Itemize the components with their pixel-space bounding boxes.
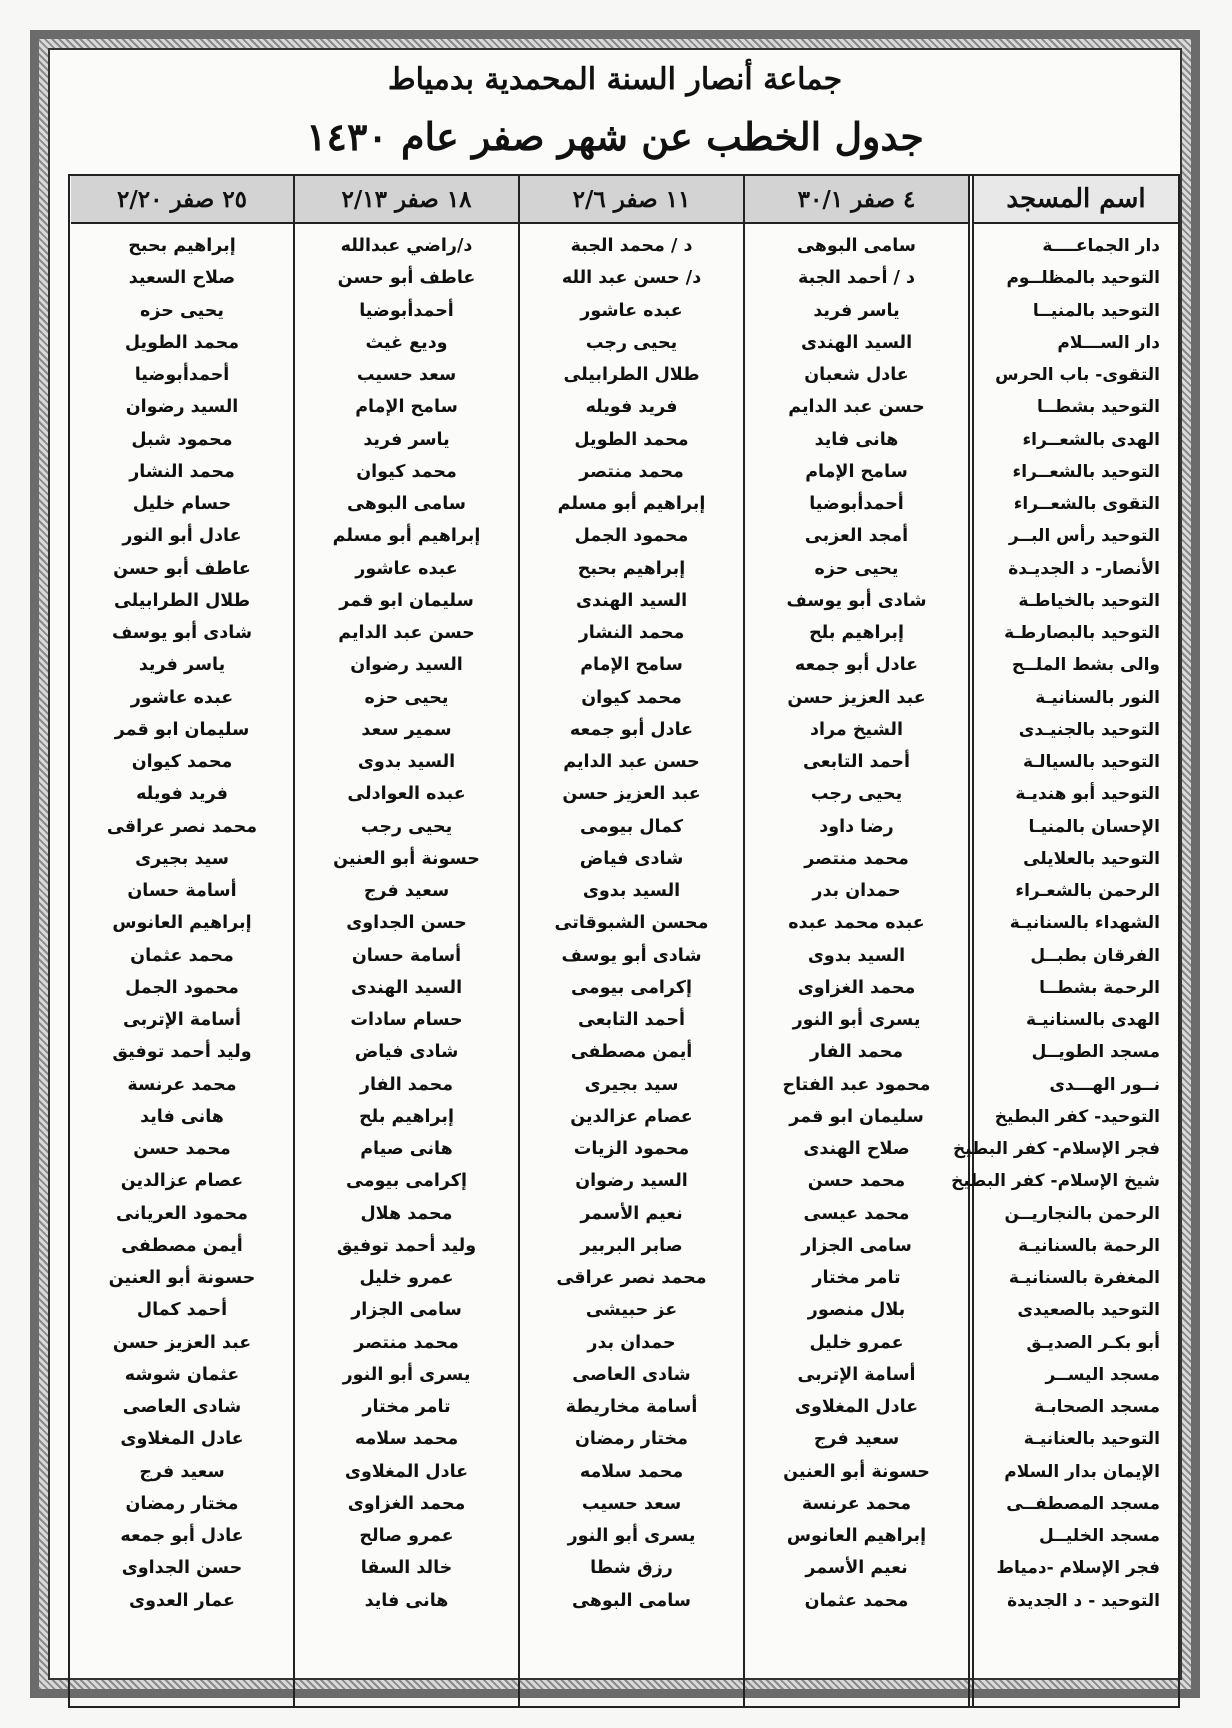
- preacher-name-cell: عمرو صالح: [359, 1526, 454, 1547]
- preacher-name-cell: عادل المغلاوى: [794, 1397, 919, 1418]
- preacher-name-cell: نعيم الأسمر: [580, 1203, 683, 1224]
- preacher-name-cell: عبده عاشور: [580, 300, 683, 321]
- mosque-name-cell: التوحيد رأس البــر: [1008, 526, 1160, 547]
- preacher-name-cell: شادى أبو يوسف: [111, 623, 253, 644]
- preacher-name-cell: سامح الإمام: [580, 655, 683, 676]
- preacher-name-cell: حسونة أبو العنين: [108, 1268, 256, 1289]
- preacher-name-cell: وليد أحمد توفيق: [336, 1235, 477, 1256]
- preacher-name-cell: يحيى رجب: [810, 784, 903, 805]
- mosque-name-cell: التوحيد بالعلايلى: [1023, 848, 1160, 869]
- preacher-name-cell: عادل أبو جمعه: [794, 655, 919, 676]
- preacher-name-cell: أمجد العزبى: [804, 526, 909, 547]
- preacher-name-cell: محمد الغزاوى: [797, 977, 916, 998]
- preacher-name-cell: أسامة حسان: [127, 881, 237, 902]
- preacher-name-cell: عثمان شوشه: [124, 1364, 240, 1385]
- preacher-name-cell: سعد حسيب: [356, 365, 457, 386]
- preacher-name-cell: طلال الطرابيلى: [563, 365, 700, 386]
- preacher-name-cell: سامى الجزار: [351, 1300, 462, 1321]
- preacher-name-cell: حسام خليل: [132, 494, 232, 515]
- date-column-1: [743, 176, 968, 1706]
- preacher-name-cell: السيد رضوان: [125, 397, 239, 418]
- mosque-name-cell: مسجد الطويــل: [1031, 1042, 1160, 1063]
- column-header-mosque: اسم المسجد: [974, 176, 1178, 224]
- preacher-name-cell: إبراهيم بحبح: [577, 558, 686, 579]
- column-header-date-1: ٤ صفر ٣٠/١: [745, 176, 968, 224]
- preacher-name-cell: د/راضي عبدالله: [340, 236, 473, 257]
- preacher-name-cell: حسونة أبو العنين: [783, 1461, 930, 1482]
- preacher-name-cell: أسامة الإتربى: [797, 1364, 916, 1385]
- preacher-name-cell: شادى العاصى: [572, 1364, 691, 1385]
- preacher-name-cell: شادى أبو يوسف: [561, 945, 702, 966]
- preacher-name-cell: حسونة أبو العنين: [333, 848, 480, 869]
- preacher-name-cell: السيد الهندى: [575, 590, 688, 611]
- preacher-name-cell: يحيى حزه: [814, 558, 899, 579]
- preacher-name-cell: محمود العريانى: [116, 1203, 248, 1224]
- preacher-name-cell: بلال منصور: [807, 1300, 906, 1321]
- mosque-name-cell: مسجد اليســر: [1045, 1364, 1160, 1385]
- mosque-name-cell: المغفرة بالسنانيـة: [1008, 1268, 1160, 1289]
- preacher-name-cell: طلال الطرابيلى: [113, 590, 251, 611]
- preacher-name-cell: رزق شطا: [590, 1558, 673, 1579]
- preacher-name-cell: محمود الجمل: [125, 977, 239, 998]
- preacher-name-cell: عبد العزيز حسن: [112, 1332, 252, 1353]
- preacher-name-cell: يسرى أبو النور: [342, 1364, 471, 1385]
- preacher-name-cell: حسام سادات: [350, 1010, 463, 1031]
- preacher-name-cell: سامى البوهى: [347, 494, 466, 515]
- preacher-name-cell: هانى فايد: [814, 429, 899, 450]
- preacher-name-cell: حسن عبد الدايم: [338, 623, 475, 644]
- preacher-name-cell: الشيخ مراد: [810, 719, 903, 740]
- preacher-name-cell: عمرو خليل: [809, 1332, 904, 1353]
- preacher-name-cell: محمد عرنسة: [801, 1493, 912, 1514]
- preacher-name-cell: عادل أبو جمعه: [569, 719, 694, 740]
- mosque-name-cell: التوحيد بالشعــراء: [1012, 461, 1160, 482]
- preacher-name-cell: عاطف أبو حسن: [113, 558, 251, 579]
- preacher-name-cell: خالد السقا: [360, 1558, 453, 1579]
- column-header-date-2: ١١ صفر ٢/٦: [520, 176, 743, 224]
- preacher-name-cell: محمد الطويل: [574, 429, 689, 450]
- mosque-name-cell: التوحيد - د الجديدة: [1007, 1590, 1160, 1611]
- preacher-name-cell: د/ حسن عبد الله: [561, 268, 702, 289]
- column-header-date-4: ٢٥ صفر ٢/٢٠: [71, 176, 293, 224]
- mosque-name-cell: التوحيد- كفر البطيخ: [994, 1106, 1160, 1127]
- page-border: [30, 30, 1200, 1698]
- preacher-name-cell: عادل أبو النور: [122, 526, 242, 547]
- preacher-name-cell: إكرامى بيومى: [571, 977, 692, 998]
- preacher-name-cell: محمد عثمان: [130, 945, 234, 966]
- preacher-name-cell: ياسر فريد: [813, 300, 900, 321]
- preacher-name-cell: صلاح السعيد: [128, 268, 236, 289]
- preacher-name-cell: محمد منتصر: [804, 848, 909, 869]
- preacher-name-cell: نعيم الأسمر: [805, 1558, 908, 1579]
- preacher-name-cell: سامح الإمام: [355, 397, 458, 418]
- preacher-name-cell: د / محمد الجبة: [570, 236, 693, 257]
- mosque-name-cell: الرحمة بشطــا: [1039, 977, 1160, 998]
- preacher-name-cell: محمد عثمان: [804, 1590, 909, 1611]
- preacher-name-cell: السيد رضوان: [575, 1171, 688, 1192]
- date-column-4: [71, 176, 293, 1706]
- preacher-name-cell: سعيد فرج: [139, 1461, 225, 1482]
- mosque-name-cell: والى بشط الملــح: [1011, 655, 1160, 676]
- mosque-name-cell: الأنصار- د الجديـدة: [1008, 558, 1160, 579]
- preacher-name-cell: محمد الفار: [359, 1074, 454, 1095]
- preacher-name-cell: حسن عبد الدايم: [788, 397, 925, 418]
- preacher-name-cell: عادل المغلاوى: [120, 1429, 244, 1450]
- preacher-name-cell: محمد كيوان: [356, 461, 457, 482]
- preacher-name-cell: السيد بدوى: [582, 881, 681, 902]
- preacher-name-cell: سليمان ابو قمر: [114, 719, 250, 740]
- mosque-name-cell: الرحمن بالنجاريــن: [1004, 1203, 1160, 1224]
- preacher-name-cell: أحمد التابعى: [578, 1010, 685, 1031]
- preacher-name-cell: السيد الهندى: [350, 977, 463, 998]
- preacher-name-cell: أحمد التابعى: [803, 752, 910, 773]
- preacher-name-cell: فريد فويله: [585, 397, 678, 418]
- mosque-name-cell: النور بالسنانيـة: [1035, 687, 1160, 708]
- preacher-name-cell: تامر مختار: [362, 1397, 451, 1418]
- preacher-name-cell: عصام عزالدين: [120, 1171, 244, 1192]
- preacher-name-cell: هانى صيام: [360, 1139, 453, 1160]
- preacher-name-cell: سامى البوهى: [572, 1590, 691, 1611]
- preacher-name-cell: عادل شعبان: [804, 365, 909, 386]
- preacher-name-cell: إبراهيم العانوس: [112, 913, 252, 934]
- preacher-name-cell: محمد الطويل: [124, 332, 240, 353]
- mosque-name-cell: التوحيد بالسيالـة: [1022, 752, 1160, 773]
- preacher-name-cell: محمد عرنسة: [127, 1074, 237, 1095]
- preacher-name-cell: شادى أبو يوسف: [786, 590, 927, 611]
- preacher-name-cell: سعيد فرج: [363, 881, 450, 902]
- mosque-name-cell: الرحمة بالسنانيـة: [1018, 1235, 1160, 1256]
- preacher-name-cell: محمد سلامه: [579, 1461, 684, 1482]
- preacher-name-cell: حسن الجداوى: [346, 913, 467, 934]
- preacher-name-cell: سيد بجيرى: [135, 848, 229, 869]
- sermon-schedule-table: [68, 174, 1180, 1708]
- mosque-name-cell: الإيمان بدار السلام: [1004, 1461, 1160, 1482]
- preacher-name-cell: محمد النشار: [129, 461, 235, 482]
- preacher-name-cell: أحمدأبوضيا: [809, 494, 904, 515]
- preacher-name-cell: يسرى أبو النور: [792, 1010, 921, 1031]
- preacher-name-cell: محمد الفار: [809, 1042, 904, 1063]
- date-column-3: [293, 176, 518, 1706]
- preacher-name-cell: محسن الشبوقاتى: [554, 913, 709, 934]
- preacher-name-cell: محمد نصر عراقى: [106, 816, 258, 837]
- preacher-name-cell: سعيد فرج: [813, 1429, 900, 1450]
- preacher-name-cell: محمد حسن: [133, 1139, 231, 1160]
- preacher-name-cell: شادى العاصى: [122, 1397, 242, 1418]
- mosque-name-cell: التوحيد بالخياطـة: [1018, 590, 1160, 611]
- preacher-name-cell: ياسر فريد: [138, 655, 226, 676]
- mosque-name-cell: التوحيد بالمظلــوم: [1006, 268, 1160, 289]
- mosque-name-cell: فجر الإسلام -دمياط: [996, 1558, 1160, 1579]
- preacher-name-cell: عاطف أبو حسن: [337, 268, 476, 289]
- preacher-name-cell: صلاح الهندى: [803, 1139, 910, 1160]
- preacher-name-cell: عادل أبو جمعه: [120, 1526, 244, 1547]
- preacher-name-cell: محمد سلامه: [354, 1429, 459, 1450]
- preacher-name-cell: سليمان ابو قمر: [339, 590, 474, 611]
- preacher-name-cell: السيد رضوان: [350, 655, 463, 676]
- mosque-name-cell: التوحيد بالصعيدى: [1017, 1300, 1160, 1321]
- preacher-name-cell: محمد عيسى: [803, 1203, 910, 1224]
- preacher-name-cell: عبد العزيز حسن: [562, 784, 701, 805]
- mosque-name-cell: مسجد الخليــل: [1039, 1526, 1160, 1547]
- preacher-name-cell: شادى فياض: [579, 848, 684, 869]
- preacher-name-cell: إبراهيم بلح: [809, 623, 904, 644]
- preacher-name-cell: محمد نصر عراقى: [556, 1268, 707, 1289]
- preacher-name-cell: أسامة مخاريطة: [565, 1397, 698, 1418]
- preacher-name-cell: سليمان ابو قمر: [789, 1106, 924, 1127]
- preacher-name-cell: أحمد كمال: [136, 1300, 228, 1321]
- preacher-name-cell: محمود الزيات: [573, 1139, 690, 1160]
- preacher-name-cell: عبده عاشور: [355, 558, 458, 579]
- mosque-name-cell: الهدى بالسنانيـة: [1026, 1010, 1160, 1031]
- mosque-name-cell: التوحيد بشطــا: [1037, 397, 1160, 418]
- mosque-name-cell: التقوى بالشعــراء: [1013, 494, 1160, 515]
- preacher-name-cell: إبراهيم العانوس: [786, 1526, 927, 1547]
- mosque-name-cell: الفرقان بطبــل: [1030, 945, 1160, 966]
- mosque-name-cell: الشهداء بالسنانيـة: [1009, 913, 1160, 934]
- mosque-name-cell: الإحسان بالمنيـا: [1028, 816, 1160, 837]
- preacher-name-cell: رضا داود: [819, 816, 894, 837]
- organization-title: جماعة أنصار السنة المحمدية بدمياط: [387, 62, 843, 97]
- preacher-name-cell: عمرو خليل: [359, 1268, 454, 1289]
- preacher-name-cell: السيد الهندى: [800, 332, 913, 353]
- preacher-name-cell: محمود شبل: [131, 429, 233, 450]
- preacher-name-cell: سمير سعد: [361, 719, 452, 740]
- mosque-name-cell: التوحيد بالمنيــا: [1032, 300, 1160, 321]
- date-column-2: [518, 176, 743, 1706]
- preacher-name-cell: هانى فايد: [140, 1106, 224, 1127]
- preacher-name-cell: عمار العدوى: [129, 1590, 235, 1611]
- mosque-name-cell: دار الجماعــــة: [1042, 236, 1160, 257]
- mosque-name-cell: مسجد المصطفــى: [1006, 1493, 1160, 1514]
- preacher-name-cell: يحيى حزه: [140, 300, 224, 321]
- preacher-name-cell: أيمن مصطفى: [570, 1042, 693, 1063]
- preacher-name-cell: محمود الجمل: [574, 526, 689, 547]
- mosque-name-cell: التوحيد أبو هنديـة: [1015, 784, 1160, 805]
- mosque-column: [951, 176, 1178, 1706]
- preacher-name-cell: محمد كيوان: [131, 752, 233, 773]
- preacher-name-cell: يحيى حزه: [364, 687, 449, 708]
- preacher-name-cell: محمد هلال: [360, 1203, 453, 1224]
- preacher-name-cell: مختار رمضان: [125, 1493, 239, 1514]
- preacher-name-cell: كمال بيومى: [580, 816, 683, 837]
- page-content: [48, 48, 1182, 1680]
- preacher-name-cell: إبراهيم أبو مسلم: [557, 494, 706, 515]
- preacher-name-cell: مختار رمضان: [575, 1429, 688, 1450]
- mosque-name-cell: أبو بكـر الصديـق: [1026, 1332, 1160, 1353]
- preacher-name-cell: د / أحمد الجبة: [797, 268, 916, 289]
- preacher-name-cell: فريد فويله: [136, 784, 228, 805]
- preacher-name-cell: هانى فايد: [364, 1590, 449, 1611]
- mosque-name-cell: الرحمن بالشعـراء: [1015, 881, 1160, 902]
- mosque-name-cell: فجر الإسلام- كفر البطيخ: [953, 1139, 1160, 1160]
- preacher-name-cell: يحيى رجب: [585, 332, 678, 353]
- preacher-name-cell: سامى الجزار: [801, 1235, 912, 1256]
- preacher-name-cell: إبراهيم بلح: [359, 1106, 454, 1127]
- preacher-name-cell: عبده محمد عبده: [788, 913, 925, 934]
- mosque-name-cell: الهدى بالشعــراء: [1022, 429, 1160, 450]
- mosque-name-cell: التوحيد بالبصارطـة: [1004, 623, 1160, 644]
- mosque-name-cell: دار الســـلام: [1057, 332, 1160, 353]
- preacher-name-cell: يسرى أبو النور: [567, 1526, 696, 1547]
- preacher-name-cell: حسن عبد الدايم: [563, 752, 700, 773]
- preacher-name-cell: إبراهيم أبو مسلم: [332, 526, 481, 547]
- preacher-name-cell: محمد الغزاوى: [347, 1493, 466, 1514]
- mosque-name-cell: التوحيد بالعنانيـة: [1023, 1429, 1160, 1450]
- preacher-name-cell: محمد منتصر: [579, 461, 684, 482]
- preacher-name-cell: عادل المغلاوى: [344, 1461, 469, 1482]
- preacher-name-cell: محمد النشار: [578, 623, 685, 644]
- schedule-title: جدول الخطب عن شهر صفر عام ١٤٣٠: [306, 114, 924, 159]
- preacher-name-cell: وديع غيث: [365, 332, 448, 353]
- preacher-name-cell: أيمن مصطفى: [121, 1235, 243, 1256]
- preacher-name-cell: حمدان بدر: [812, 881, 901, 902]
- preacher-name-cell: محمد كيوان: [581, 687, 682, 708]
- preacher-name-cell: إكرامى بيومى: [346, 1171, 467, 1192]
- mosque-name-cell: التقوى- باب الحرس: [995, 365, 1160, 386]
- preacher-name-cell: ياسر فريد: [363, 429, 450, 450]
- preacher-name-cell: عز حبيشى: [585, 1300, 678, 1321]
- preacher-name-cell: سامح الإمام: [805, 461, 908, 482]
- preacher-name-cell: تامر مختار: [812, 1268, 901, 1289]
- preacher-name-cell: يحيى رجب: [360, 816, 453, 837]
- mosque-name-cell: شيخ الإسلام- كفر البطيخ: [951, 1171, 1160, 1192]
- preacher-name-cell: محمد حسن: [807, 1171, 906, 1192]
- preacher-name-cell: محمود عبد الفتاح: [782, 1074, 931, 1095]
- mosque-name-cell: مسجد الصحابـة: [1034, 1397, 1160, 1418]
- preacher-name-cell: حمدان بدر: [587, 1332, 676, 1353]
- preacher-name-cell: أسامة الإتربى: [122, 1010, 242, 1031]
- preacher-name-cell: شادى فياض: [354, 1042, 459, 1063]
- preacher-name-cell: عبده عاشور: [130, 687, 234, 708]
- preacher-name-cell: عبده العوادلى: [347, 784, 466, 805]
- column-header-date-3: ١٨ صفر ٢/١٣: [295, 176, 518, 224]
- preacher-name-cell: وليد أحمد توفيق: [112, 1042, 252, 1063]
- preacher-name-cell: عبد العزيز حسن: [787, 687, 926, 708]
- preacher-name-cell: السيد بدوى: [807, 945, 906, 966]
- preacher-name-cell: إبراهيم بحبح: [128, 236, 236, 257]
- preacher-name-cell: أحمدأبوضيا: [134, 365, 230, 386]
- preacher-name-cell: حسن الجداوى: [121, 1558, 243, 1579]
- preacher-name-cell: أحمدأبوضيا: [359, 300, 454, 321]
- preacher-name-cell: سعد حسيب: [581, 1493, 682, 1514]
- preacher-name-cell: سامى البوهى: [797, 236, 916, 257]
- preacher-name-cell: عصام عزالدين: [570, 1106, 693, 1127]
- mosque-name-cell: التوحيد بالجنيـدى: [1018, 719, 1160, 740]
- preacher-name-cell: صابر البربير: [580, 1235, 683, 1256]
- mosque-name-cell: نــور الهـــدى: [1049, 1074, 1160, 1095]
- preacher-name-cell: محمد منتصر: [354, 1332, 459, 1353]
- preacher-name-cell: سيد بجيرى: [584, 1074, 679, 1095]
- preacher-name-cell: السيد بدوى: [357, 752, 456, 773]
- preacher-name-cell: أسامة حسان: [351, 945, 462, 966]
